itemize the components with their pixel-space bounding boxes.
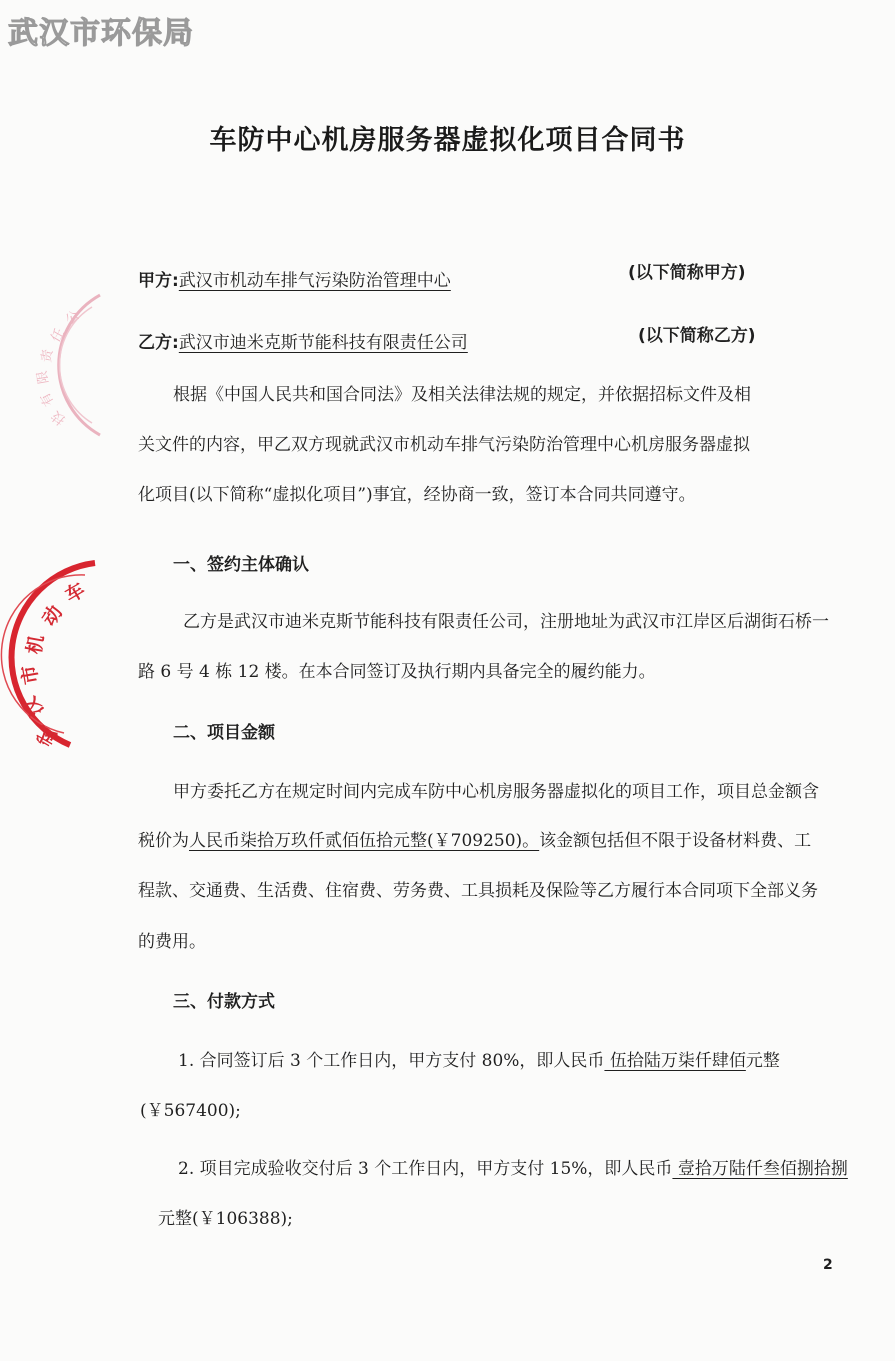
party-b-label: 乙方: bbox=[138, 333, 179, 353]
svg-text:责: 责 bbox=[39, 348, 57, 364]
section-2-line-3: 程款、交通费、生活费、住宿费、劳务费、工具损耗及保险等乙方履行本合同项下全部义务 bbox=[138, 881, 818, 901]
party-a-name: 武汉市机动车排气污染防治管理中心 bbox=[178, 271, 451, 291]
svg-text:市: 市 bbox=[17, 663, 43, 686]
page-number: 2 bbox=[823, 1257, 833, 1273]
svg-text:武: 武 bbox=[33, 721, 61, 750]
watermark: 武汉市环保局 bbox=[8, 16, 194, 51]
payment-item-2 bbox=[178, 1154, 848, 1179]
svg-text:限: 限 bbox=[34, 369, 52, 385]
payment-item-2-pre: 2. 项目完成验收交付后 3 个工作日内，甲方支付 15%，即人民币 bbox=[178, 1159, 673, 1179]
party-b-name: 武汉市迪米克斯节能科技有限责任公司 bbox=[178, 333, 468, 353]
section-3-heading: 三、付款方式 bbox=[173, 992, 275, 1012]
section-2-line-4: 的费用。 bbox=[138, 932, 206, 952]
section-1-line-1: 乙方是武汉市迪米克斯节能科技有限责任公司，注册地址为武汉市江岸区后湖街石桥一 bbox=[183, 612, 829, 632]
payment-item-1-line-2: (￥567400); bbox=[140, 1101, 241, 1121]
section-2-line-2-post: 该金额包括但不限于设备材料费、工 bbox=[539, 831, 812, 851]
payment-item-2-amount: 壹拾万陆仟叁佰捌拾捌 bbox=[672, 1159, 848, 1179]
red-seal-stamp bbox=[0, 555, 100, 755]
svg-text:公: 公 bbox=[62, 308, 83, 329]
contract-total-amount: 人民币柒拾万玖仟贰佰伍拾元整(￥709250)。 bbox=[189, 831, 540, 851]
section-1-heading: 一、签约主体确认 bbox=[173, 555, 309, 575]
section-2-line-1: 甲方委托乙方在规定时间内完成车防中心机房服务器虚拟化的项目工作，项目总金额含 bbox=[173, 782, 819, 802]
svg-text:技: 技 bbox=[48, 407, 69, 428]
svg-text:车: 车 bbox=[61, 578, 89, 608]
intro-line-1: 根据《中国人民共和国合同法》及相关法律法规的规定，并依据招标文件及相 bbox=[173, 385, 751, 405]
payment-item-1-post: 元整 bbox=[745, 1051, 780, 1071]
intro-line-3: 化项目(以下简称“虚拟化项目”)事宜，经协商一致，签订本合同共同遵守。 bbox=[138, 485, 696, 505]
party-a bbox=[138, 266, 451, 291]
party-b bbox=[138, 328, 468, 353]
svg-text:任: 任 bbox=[48, 326, 68, 345]
svg-text:汉: 汉 bbox=[19, 692, 49, 721]
section-2-line-2-pre: 税价为 bbox=[138, 831, 189, 851]
party-b-note: (以下简称乙方) bbox=[638, 326, 756, 346]
section-1-line-2: 路 6 号 4 栋 12 楼。在本合同签订及执行期内具备完全的履约能力。 bbox=[138, 662, 656, 682]
party-a-label: 甲方: bbox=[138, 271, 179, 291]
party-a-note: (以下简称甲方) bbox=[628, 263, 746, 283]
intro-line-2: 关文件的内容，甲乙双方现就武汉市机动车排气污染防治管理中心机房服务器虚拟 bbox=[138, 435, 750, 455]
section-2-heading: 二、项目金额 bbox=[173, 723, 275, 743]
svg-text:机: 机 bbox=[23, 633, 49, 656]
payment-item-1-pre: 1. 合同签订后 3 个工作日内，甲方支付 80%，即人民币 bbox=[178, 1051, 605, 1071]
section-2-line-2 bbox=[138, 826, 811, 851]
svg-text:有: 有 bbox=[37, 389, 58, 409]
faint-seal-stamp bbox=[0, 285, 110, 445]
document-title: 车防中心机房服务器虚拟化项目合同书 bbox=[209, 125, 686, 156]
payment-item-1 bbox=[178, 1046, 780, 1071]
payment-item-2-line-2: 元整(￥106388); bbox=[158, 1209, 293, 1229]
payment-item-1-amount: 伍拾陆万柒仟肆佰 bbox=[604, 1051, 746, 1071]
svg-text:动: 动 bbox=[38, 601, 68, 630]
